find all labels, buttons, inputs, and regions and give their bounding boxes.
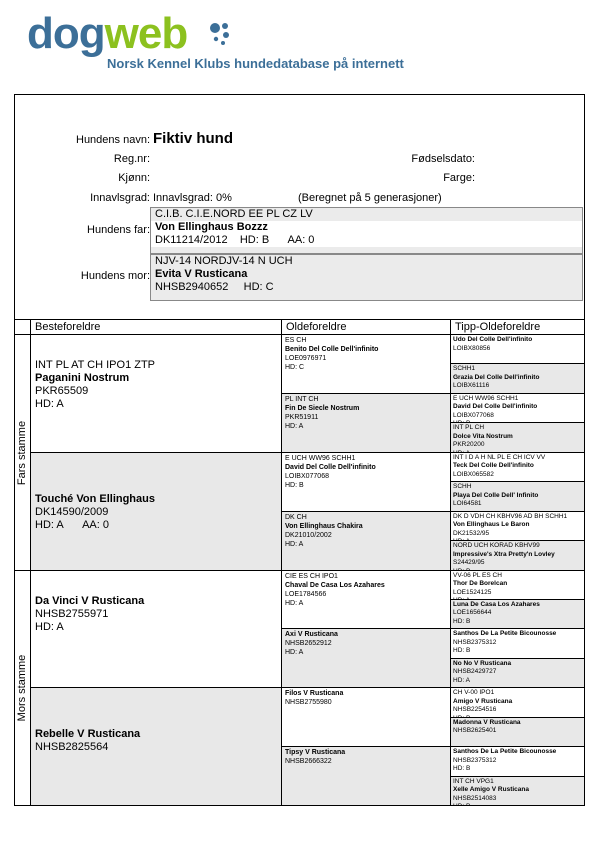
dog-hd: HD: A (35, 518, 64, 531)
dog-reg: NHSB2755971 (35, 607, 109, 620)
dog-titles: DK D VDH CH KBHV96 AD BH SCHH1 (453, 512, 568, 520)
dog-reg: DK14590/2009 (35, 505, 109, 518)
gp-cell (31, 571, 282, 689)
dog-titles: INT PL AT CH IPO1 ZTP (35, 359, 156, 371)
health-row (282, 363, 450, 372)
gggp-cell (451, 659, 585, 688)
dog-name-link[interactable]: David Del Colle Dell'infinito (285, 463, 376, 471)
dog-name-link[interactable]: Benito Del Colle Dell'infinito (285, 346, 379, 353)
mother-name[interactable]: Evita V Rusticana (155, 268, 248, 280)
dog-hd: HD: A (35, 398, 64, 410)
mother-label: Hundens mor: (80, 270, 150, 282)
dog-reg: NHSB2652912 (285, 640, 332, 648)
gggp-cell (451, 629, 585, 658)
gggp-entry (451, 541, 584, 570)
logo-wordmark (27, 8, 187, 60)
header-grandparents: Besteforeldre (31, 319, 282, 335)
dog-reg: NHSB2514083 (453, 794, 497, 802)
dog-name-link[interactable]: David Del Colle Dell'infinito (453, 403, 538, 411)
mors-stamme-column (14, 571, 31, 806)
gp-entry (31, 595, 281, 634)
gggp-cell (451, 335, 585, 364)
dog-titles: E UCH WW96 SCHH1 (453, 394, 519, 402)
dog-titles: SCHH (453, 483, 472, 491)
dog-name-link[interactable]: No No V Rusticana (453, 659, 512, 667)
gggp-entry (451, 688, 584, 717)
dog-name-link[interactable]: Rebelle V Rusticana (35, 728, 141, 741)
dog-titles: PL INT CH (285, 395, 319, 403)
health-row (282, 422, 450, 431)
dog-name-link[interactable]: Axi V Rusticana (285, 631, 338, 639)
father-label: Hundens far: (87, 224, 150, 236)
dog-name-link[interactable]: Touché Von Ellinghaus (35, 492, 155, 505)
dogweb-logo[interactable] (27, 9, 447, 74)
ggp-cell (282, 453, 451, 512)
fars-stamme-column (14, 335, 31, 571)
gggp-cell (451, 394, 585, 423)
father-box (150, 207, 583, 254)
gggp-cell (451, 718, 585, 747)
dog-hd: HD: A (285, 422, 304, 430)
dog-name-link[interactable]: Von Ellinghaus Chakira (285, 522, 363, 530)
birth-label: Fødselsdato: (411, 153, 475, 165)
ggp-cell (282, 335, 451, 394)
header-great-grandparents: Oldeforeldre (282, 319, 451, 335)
dog-name-link[interactable]: Tipsy V Rusticana (285, 749, 346, 757)
dog-titles: E UCH WW96 SCHH1 (285, 454, 356, 462)
health-row (31, 754, 281, 767)
health-row (282, 599, 450, 608)
health-row (31, 519, 281, 532)
dog-titles: SCHH1 (453, 365, 476, 373)
health-row (282, 540, 450, 549)
dog-hd: HD: A (35, 620, 64, 633)
dog-name-link[interactable]: Playa Del Colle Dell' Infinito (453, 491, 539, 499)
gp-entry (31, 359, 281, 411)
gggp-cell (451, 423, 585, 452)
father-titles: C.I.B. C.I.E.NORD EE PL CZ LV (155, 208, 313, 220)
ggp-entry (282, 571, 450, 608)
gggp-cell (451, 541, 585, 570)
dog-titles: CH V-00 IPO1 (453, 689, 495, 697)
gggp-entry (451, 512, 584, 541)
dog-reg: NHSB2666322 (285, 758, 332, 766)
dog-name-link[interactable]: Santhos De La Petite Bicounosse (453, 748, 557, 756)
ggp-entry (282, 688, 450, 707)
gggp-entry (451, 747, 584, 774)
dog-reg: LOE0976971 (285, 355, 327, 362)
dog-hd (453, 803, 470, 806)
ggp-entry (282, 453, 450, 490)
gggp-entry (451, 659, 584, 686)
ggp-entry (282, 512, 450, 549)
dog-titles: DK CH (285, 513, 307, 521)
dog-reg: NHSB2375312 (453, 638, 497, 646)
dog-reg: DK21010/2002 (285, 531, 332, 539)
dog-hd: HD: A (453, 676, 470, 684)
gggp-entry (451, 453, 584, 480)
gggp-cell (451, 453, 585, 482)
dog-titles: INT CH VPG1 (453, 777, 494, 785)
ggp-cell (282, 688, 451, 747)
father-reg-line (151, 234, 582, 247)
gggp-entry (451, 571, 584, 600)
ggp-cell (282, 629, 451, 688)
dog-reg: LOIBX61116 (453, 382, 490, 390)
health-row (451, 647, 584, 656)
dog-reg: DK21532/95 (453, 529, 490, 537)
mother-reg: NHSB2940652 (155, 281, 229, 293)
gp-cell (31, 688, 282, 806)
dog-reg: NHSB2755980 (285, 699, 332, 707)
dog-name-link[interactable]: Xelle Amigo V Rusticana (453, 786, 529, 794)
health-row (31, 621, 281, 634)
dog-reg: LOIBX077068 (453, 411, 494, 419)
mother-box (150, 254, 583, 301)
dog-name-link[interactable]: Impressive's Xtra Pretty'n Lovley (453, 550, 555, 558)
health-row (282, 481, 450, 490)
dog-name-link[interactable]: Dolce Vita Nostrum (453, 432, 513, 440)
gggp-cell (451, 364, 585, 393)
spacer (64, 519, 82, 531)
mother-hd: HD: C (243, 281, 274, 293)
health-row (451, 765, 584, 774)
logo-tagline: Norsk Kennel Klubs hundedatabase på internett (107, 56, 404, 71)
dog-reg: NHSB2825564 (35, 741, 109, 754)
gggp-entry (451, 335, 584, 353)
dog-reg: NHSB2625401 (453, 727, 497, 735)
mother-titles: NJV-14 NORDJV-14 N UCH (155, 255, 293, 267)
health-row (282, 648, 450, 657)
dog-name-link[interactable]: Teck Del Colle Dell'infinito (453, 462, 534, 470)
dog-hd: HD: A (285, 649, 304, 657)
gp-cell (31, 335, 282, 453)
dog-name-link[interactable]: Luna De Casa Los Azahares (453, 600, 540, 608)
dog-hd: HD: B (285, 481, 304, 489)
dog-reg: LOE1784566 (285, 590, 327, 598)
spacer (64, 398, 82, 410)
dog-name-label: Hundens navn: (76, 134, 150, 146)
dog-reg: LOE1524125 (453, 588, 492, 596)
gggp-entry (451, 600, 584, 627)
dog-hd: HD: B (453, 647, 471, 655)
health-row (31, 398, 281, 411)
dog-hd: HD: B (453, 617, 471, 625)
gggp-cell (451, 482, 585, 511)
dog-reg: NHSB2375312 (453, 756, 497, 764)
dog-reg: S24429/95 (453, 559, 485, 567)
gggp-cell (451, 512, 585, 541)
dog-titles: NORD UCH KORAD KBHV99 (453, 542, 540, 550)
father-hd: HD: B (239, 234, 270, 246)
dog-reg: NHSB2429727 (453, 668, 497, 676)
inbreeding-label: Innavlsgrad: (90, 192, 150, 204)
gggp-entry (451, 394, 584, 423)
gggp-cell (451, 777, 585, 806)
ggp-cell (282, 747, 451, 806)
gggp-cell (451, 571, 585, 600)
dog-name-link[interactable]: Fin De Siecle Nostrum (285, 404, 360, 412)
ggp-entry (282, 335, 450, 372)
dog-titles: VV-06 PL ES CH (453, 571, 502, 579)
mother-reg-line (151, 281, 582, 294)
logo-dog-text: dog (27, 9, 105, 58)
health-row (451, 803, 584, 806)
spacer (64, 621, 82, 633)
gggp-entry (451, 777, 584, 806)
dog-hd: HD: B (453, 765, 471, 773)
dog-reg: PKR51911 (285, 413, 319, 421)
ggp-entry (282, 394, 450, 431)
ggp-cell (282, 571, 451, 630)
gggp-cell (451, 600, 585, 629)
dog-name-link[interactable]: Grazia Del Colle Dell'infinito (453, 373, 540, 381)
dog-reg: NHSB2254516 (453, 706, 497, 714)
gp-entry (31, 493, 281, 532)
dog-name-link[interactable]: Santhos De La Petite Bicounosse (453, 630, 557, 638)
dog-reg: LOIBX80856 (453, 344, 491, 352)
dog-hd: HD: A (285, 540, 304, 548)
dog-name: Fiktiv hund (153, 130, 233, 147)
father-details (151, 221, 582, 247)
health-row (451, 618, 584, 627)
pedigree-table (14, 319, 585, 806)
ggp-cell (282, 394, 451, 453)
father-name[interactable]: Von Ellinghaus Bozzz (155, 221, 268, 233)
dog-titles: CIE ES CH IPO1 (285, 572, 338, 580)
dog-aa: AA: 0 (82, 518, 109, 531)
ggp-entry (282, 629, 450, 657)
color-label: Farge: (443, 172, 475, 184)
inbreeding-value: Innavlsgrad: 0% (153, 192, 232, 204)
dog-titles: ES CH (285, 337, 307, 344)
logo-web-text: web (104, 9, 188, 58)
gggp-entry (451, 482, 584, 509)
header-gg-grandparents: Tipp-Oldeforeldre (451, 319, 585, 335)
health-row (451, 677, 584, 686)
gggp-cell (451, 747, 585, 776)
father-reg: DK11214/2012 (155, 234, 228, 246)
dog-name-link[interactable]: Paganini Nostrum (35, 372, 130, 384)
mors-stamme-label: Mors stamme (16, 654, 28, 722)
fars-stamme-label: Fars stamme (16, 420, 28, 485)
ggp-cell (282, 512, 451, 571)
gggp-entry (451, 423, 584, 452)
gggp-cell (451, 688, 585, 717)
gggp-entry (451, 364, 584, 391)
dog-titles: INT PL CH (453, 424, 485, 432)
dog-name-link[interactable]: Von Ellinghaus Le Baron (453, 521, 530, 529)
dog-name-link[interactable]: Chaval De Casa Los Azahares (285, 581, 385, 589)
dog-name-link[interactable]: Amigo V Rusticana (453, 697, 513, 705)
dog-name-link[interactable]: Udo Del Colle Dell'infinito (453, 336, 533, 343)
gp-entry (31, 728, 281, 767)
regnr-label: Reg.nr: (113, 153, 150, 165)
dog-reg: LOI64581 (453, 500, 482, 508)
sex-label: Kjønn: (118, 172, 150, 184)
dog-reg: PKR65509 (35, 385, 89, 397)
dog-name-link[interactable]: Filos V Rusticana (285, 690, 344, 698)
header-corner (14, 319, 31, 335)
logo-dots-icon (207, 22, 247, 52)
dog-reg: LOIBX065582 (453, 470, 494, 478)
dog-hd: HD: A (285, 599, 304, 607)
father-aa: AA: 0 (287, 234, 315, 246)
dog-hd: HD: C (285, 364, 305, 371)
inbreeding-note: (Beregnet på 5 generasjoner) (298, 192, 442, 204)
dog-name-link[interactable]: Madonna V Rusticana (453, 718, 521, 726)
dog-name-link[interactable]: Da Vinci V Rusticana (35, 594, 145, 607)
gggp-entry (451, 629, 584, 656)
gggp-entry (451, 718, 584, 736)
ggp-entry (282, 747, 450, 766)
spacer (35, 754, 53, 766)
dog-reg: LOIBX077068 (285, 472, 329, 480)
dog-reg: LOE1656644 (453, 609, 492, 617)
dog-name-link[interactable]: Thor De Borelcan (453, 580, 508, 587)
dog-titles: INT I D A H NL PL E CH ICV VV (453, 453, 546, 461)
gp-cell (31, 453, 282, 571)
dog-reg: PKR20200 (453, 441, 485, 449)
